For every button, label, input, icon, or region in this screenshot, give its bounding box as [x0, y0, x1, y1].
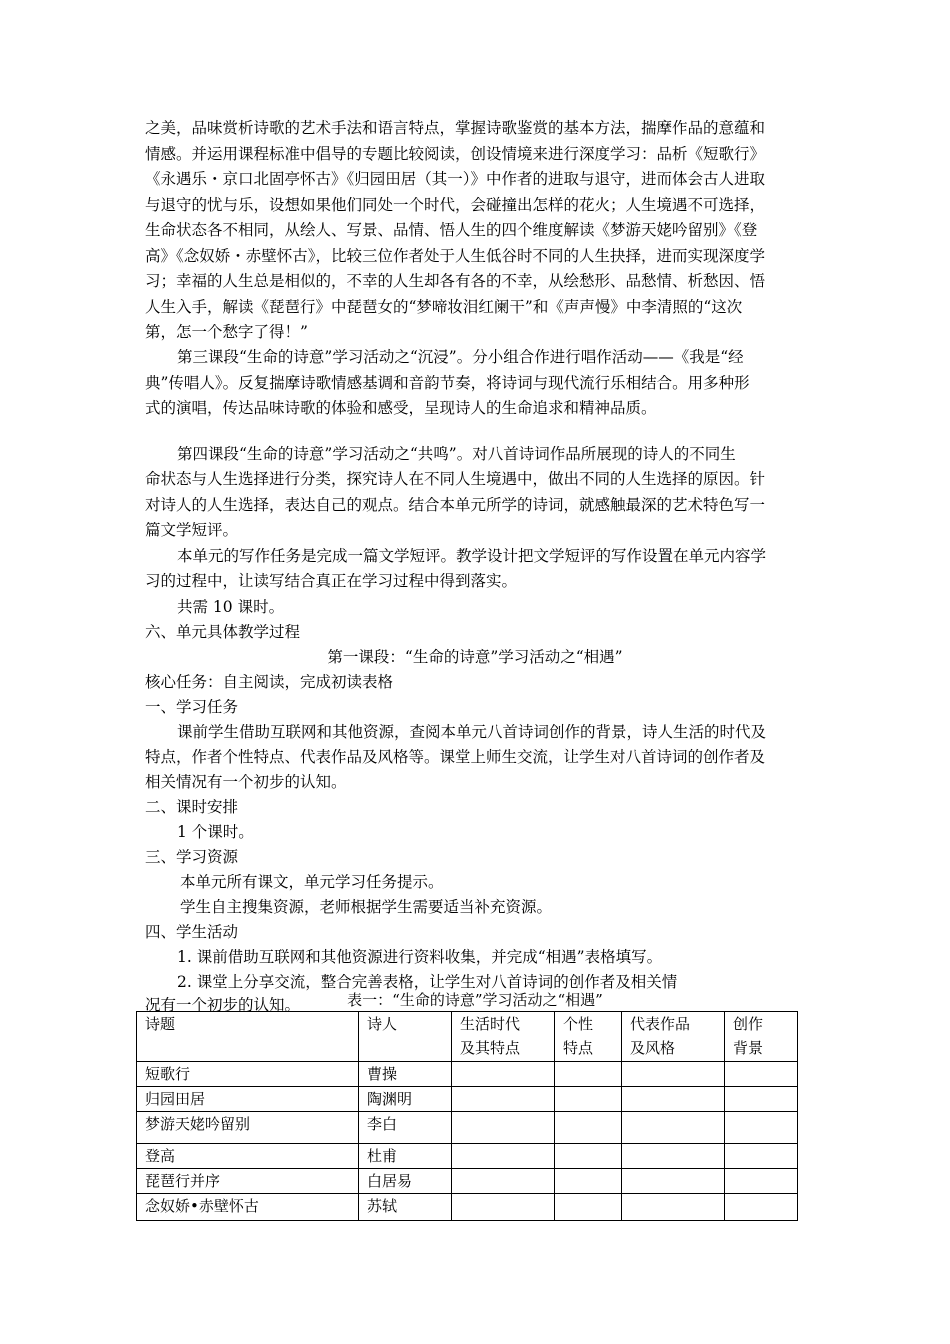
poem-cell: 念奴娇•赤壁怀古 — [137, 1194, 359, 1221]
body-line: 与退守的忧与乐，设想如果他们同处一个时代，会碰撞出怎样的花火；人生境遇不可选择， — [145, 196, 766, 214]
list-item: 2. 课堂上分享交流，整合完善表格，让学生对八首诗词的创作者及相关情 — [177, 973, 678, 991]
empty-cell — [725, 1169, 798, 1194]
poem-cell: 归园田居 — [137, 1087, 359, 1112]
body-line: 高》《念奴娇・赤壁怀古》，比较三位作者处于人生低谷时不同的人生抉择，进而实现深度学 — [145, 247, 766, 265]
body-line: 人生入手，解读《琵琶行》中琵琶女的“梦啼妆泪红阑干”和《声声慢》中李清照的“这次 — [145, 298, 743, 316]
encounter-table — [136, 1011, 798, 1221]
body-line: 《永遇乐・京口北固亭怀古》《归园田居（其一）》中作者的进取与退守，进而体会古人进取 — [145, 170, 766, 188]
body-line: 命状态与人生选择进行分类，探究诗人在不同人生境遇中，做出不同的人生选择的原因。针 — [145, 470, 766, 488]
section-heading: 四、学生活动 — [145, 923, 239, 941]
section-heading: 一、学习任务 — [145, 698, 239, 716]
empty-cell — [452, 1194, 555, 1221]
empty-cell — [555, 1112, 622, 1144]
body-line: 第，怎一个愁字了得！” — [145, 323, 308, 341]
body-line: 之美，品味赏析诗歌的艺术手法和语言特点，掌握诗歌鉴赏的基本方法，揣摩作品的意蕴和 — [145, 119, 766, 137]
section-heading: 六、单元具体教学过程 — [145, 623, 301, 641]
body-line: 第四课段“生命的诗意”学习活动之“共鸣”。对八首诗词作品所展现的诗人的不同生 — [177, 445, 736, 463]
header-cell: 代表作品 及风格 — [622, 1012, 725, 1062]
empty-cell — [622, 1169, 725, 1194]
section-heading: 三、学习资源 — [145, 848, 239, 866]
empty-cell — [452, 1087, 555, 1112]
body-line: 情感。并运用课程标准中倡导的专题比较阅读，创设情境来进行深度学习：品析《短歌行》 — [145, 145, 766, 163]
empty-cell — [555, 1144, 622, 1169]
body-line: 对诗人的人生选择，表达自己的观点。结合本单元所学的诗词，就感触最深的艺术特色写一 — [145, 496, 766, 514]
body-line: 学生自主搜集资源，老师根据学生需要适当补充资源。 — [180, 898, 553, 916]
body-line: 共需 10 课时。 — [177, 598, 285, 616]
section-heading: 二、课时安排 — [145, 798, 239, 816]
core-task: 核心任务：自主阅读，完成初读表格 — [145, 673, 394, 691]
header-cell: 创作 背景 — [725, 1012, 798, 1062]
empty-cell — [452, 1062, 555, 1087]
empty-cell — [452, 1112, 555, 1144]
empty-cell — [452, 1169, 555, 1194]
body-line: 本单元所有课文，单元学习任务提示。 — [180, 873, 444, 891]
body-line: 1 个课时。 — [177, 823, 254, 841]
header-cell: 诗题 — [137, 1012, 359, 1062]
table-row — [137, 1144, 798, 1169]
empty-cell — [725, 1194, 798, 1221]
table-row — [137, 1062, 798, 1087]
table-row — [137, 1194, 798, 1221]
table-row — [137, 1112, 798, 1144]
empty-cell — [622, 1087, 725, 1112]
poet-cell: 白居易 — [359, 1169, 452, 1194]
poet-cell: 李白 — [359, 1112, 452, 1144]
empty-cell — [622, 1144, 725, 1169]
table-row — [137, 1087, 798, 1112]
empty-cell — [452, 1144, 555, 1169]
body-line: 式的演唱，传达品味诗歌的体验和感受，呈现诗人的生命追求和精神品质。 — [145, 399, 657, 417]
poet-cell: 苏轼 — [359, 1194, 452, 1221]
header-cell: 生活时代 及其特点 — [452, 1012, 555, 1062]
body-line: 况有一个初步的认知。 — [145, 996, 301, 1014]
table-header-row — [137, 1012, 798, 1062]
body-line: 典”传唱人》。反复揣摩诗歌情感基调和音韵节奏，将诗词与现代流行乐相结合。用多种形 — [145, 374, 750, 392]
body-line: 习；幸福的人生总是相似的，不幸的人生却各有各的不幸，从绘愁形、品愁情、析愁因、悟 — [145, 272, 766, 290]
poet-cell: 杜甫 — [359, 1144, 452, 1169]
empty-cell — [555, 1194, 622, 1221]
body-line: 第三课段“生命的诗意”学习活动之“沉浸”。分小组合作进行唱作活动——《我是“经 — [177, 348, 744, 366]
empty-cell — [622, 1112, 725, 1144]
empty-cell — [725, 1062, 798, 1087]
poet-cell: 曹操 — [359, 1062, 452, 1087]
poet-cell: 陶渊明 — [359, 1087, 452, 1112]
empty-cell — [555, 1169, 622, 1194]
empty-cell — [622, 1062, 725, 1087]
body-line: 本单元的写作任务是完成一篇文学短评。教学设计把文学短评的写作设置在单元内容学 — [177, 547, 767, 565]
empty-cell — [725, 1144, 798, 1169]
body-line: 习的过程中，让读写结合真正在学习过程中得到落实。 — [145, 572, 518, 590]
body-line: 特点，作者个性特点、代表作品及风格等。课堂上师生交流，让学生对八首诗词的创作者及 — [145, 748, 766, 766]
empty-cell — [725, 1112, 798, 1144]
poem-cell: 短歌行 — [137, 1062, 359, 1087]
body-line: 课前学生借助互联网和其他资源，查阅本单元八首诗词创作的背景，诗人生活的时代及 — [177, 723, 767, 741]
empty-cell — [555, 1062, 622, 1087]
body-line: 相关情况有一个初步的认知。 — [145, 773, 347, 791]
empty-cell — [555, 1087, 622, 1112]
empty-cell — [725, 1087, 798, 1112]
poem-cell: 琵琶行并序 — [137, 1169, 359, 1194]
lesson-title: 第一课段：“生命的诗意”学习活动之“相遇” — [327, 648, 623, 666]
body-line: 篇文学短评。 — [145, 521, 239, 539]
poem-cell: 梦游天姥吟留别 — [137, 1112, 359, 1144]
header-cell: 诗人 — [359, 1012, 452, 1062]
empty-cell — [622, 1194, 725, 1221]
table-caption: 表一：“生命的诗意”学习活动之“相遇” — [347, 991, 603, 1009]
table-row — [137, 1169, 798, 1194]
body-line: 生命状态各不相同，从绘人、写景、品情、悟人生的四个维度解读《梦游天姥吟留别》《登 — [145, 221, 758, 239]
poem-cell: 登高 — [137, 1144, 359, 1169]
list-item: 1. 课前借助互联网和其他资源进行资料收集，并完成“相遇”表格填写。 — [177, 948, 663, 966]
header-cell: 个性 特点 — [555, 1012, 622, 1062]
